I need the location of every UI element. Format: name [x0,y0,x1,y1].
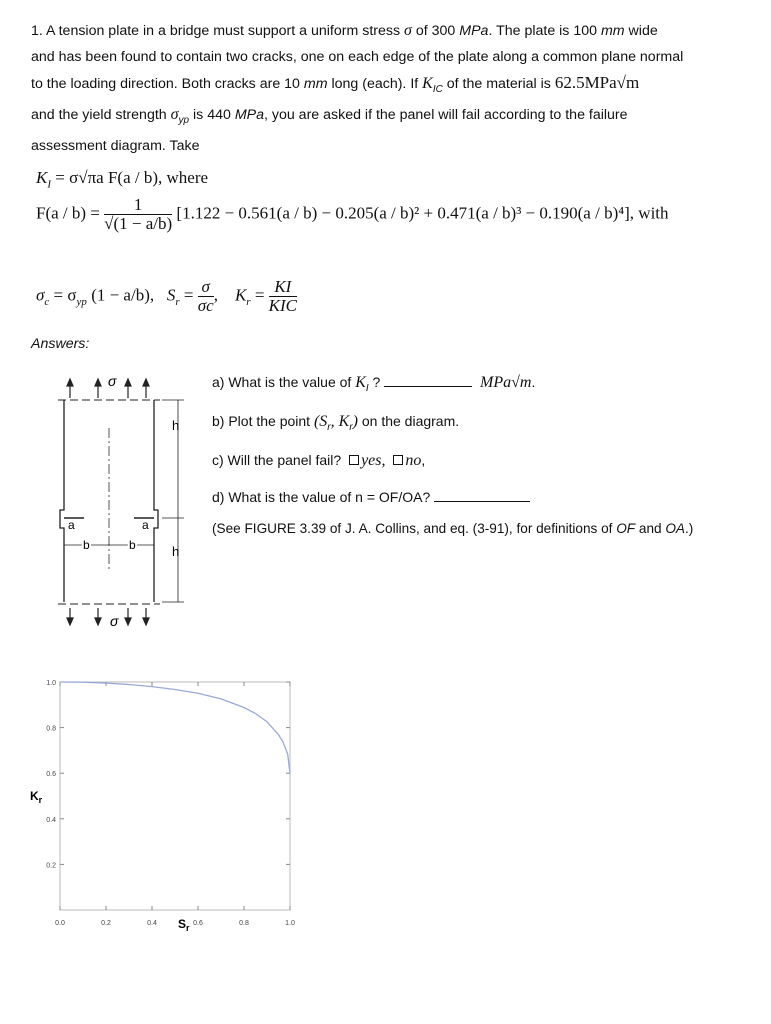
y-tick-label: 0.6 [46,771,56,779]
y-tick-label: 0.2 [46,862,56,870]
answer-a-blank[interactable] [384,372,472,387]
x-tick-label: 0.4 [147,920,157,927]
chart-frame [60,682,290,910]
bottom-arrows [67,608,149,625]
x-axis-ticks [55,682,295,927]
y-tick-label: 0.4 [46,816,56,824]
x-tick-label: 0.2 [101,920,111,927]
x-tick-label: 0.8 [239,920,249,927]
f-fraction: $\frac{1}{√(1 - a/b)}$ [104,195,173,233]
problem-line-3: to the loading direction. Both cracks are 10 mm long (each). If $K_{IC}$ of the material is 62.5MPa√m [31,73,640,95]
failure-assessment-diagram[interactable] [0,660,771,940]
plot-frame [60,682,290,910]
x-tick-label: 0.0 [55,920,65,927]
failure-curve-line [60,682,290,773]
checkbox-yes[interactable] [349,455,359,465]
question-a: a) What is the value of $K_I$ ? MPa√m. [212,374,536,394]
label-h-upper: h [172,418,180,433]
x-axis-label: $S_r$ [178,917,190,933]
sigma-bottom-label: σ [110,613,119,629]
problem-line-5: assessment diagram. Take [31,137,200,154]
x-tick-label: 0.6 [193,920,203,927]
chart-series [60,682,290,773]
label-b-left: b [83,538,90,552]
checkbox-no[interactable] [393,455,403,465]
problem-statement [31,18,736,159]
y-tick-label: 0.8 [46,725,56,733]
question-c: c) Will the panel fail? yes, no, [212,452,426,469]
question-b: b) Plot the point ($S_r$, $K_r$) on the diagram. [212,413,460,433]
label-a-right: a [142,518,149,532]
question-reference: (See FIGURE 3.39 of J. A. Collins, and eq. (3-91), for definitions of OF and OA.) [212,521,694,536]
answer-d-blank[interactable] [434,487,530,502]
equation-ki: $K_I = \sigma√\pi a$ F(a / b), where [36,168,209,191]
sr-fraction: $\frac{\sigma}{\sigma c}$ [197,277,214,315]
answers-label: Answers: [31,336,90,352]
label-h-lower: h [172,544,180,559]
label-b-right: b [129,538,136,552]
question-d: d) What is the value of n = OF/OA? [212,487,530,505]
y-axis-ticks [46,680,290,869]
problem-line-2: and has been found to contain two cracks, one on each edge of the plate along a common plane normal [31,48,684,65]
y-axis-label: $K_r$ [30,789,43,805]
problem-line-4: and the yield strength $\sigma_{yp}$ is 440 MPa, you are asked if the panel will fail according to the failure [31,106,628,127]
x-tick-label: 1.0 [285,920,295,927]
equation-f: F(a / b) = $\frac{1}{√(1 - a/b)}$ [1.122 − 0.561(a / b) − 0.205(a / b)² + 0.471(a / b)³ − 0.190(a / b)⁴], with [36,195,669,233]
equation-sc-sr-kr: $\sigma_c = \sigma_{yp}$ (1 − a/b), $S_r$ = $\frac{\sigma}{\sigma c}$ , $K_r$ = $\frac{KI}{\text{KIC}}$ [36,277,297,315]
label-a-left: a [68,518,75,532]
problem-line-1: 1. A tension plate in a bridge must support a uniform stress σ of 300 MPa. The plate is 100 mm wide [31,22,658,39]
y-tick-label: 1.0 [46,680,56,687]
sigma-top-label: σ [108,373,117,389]
plate-figure [50,370,200,630]
kr-fraction: $\frac{KI}{\text{KIC}}$ [268,277,297,315]
